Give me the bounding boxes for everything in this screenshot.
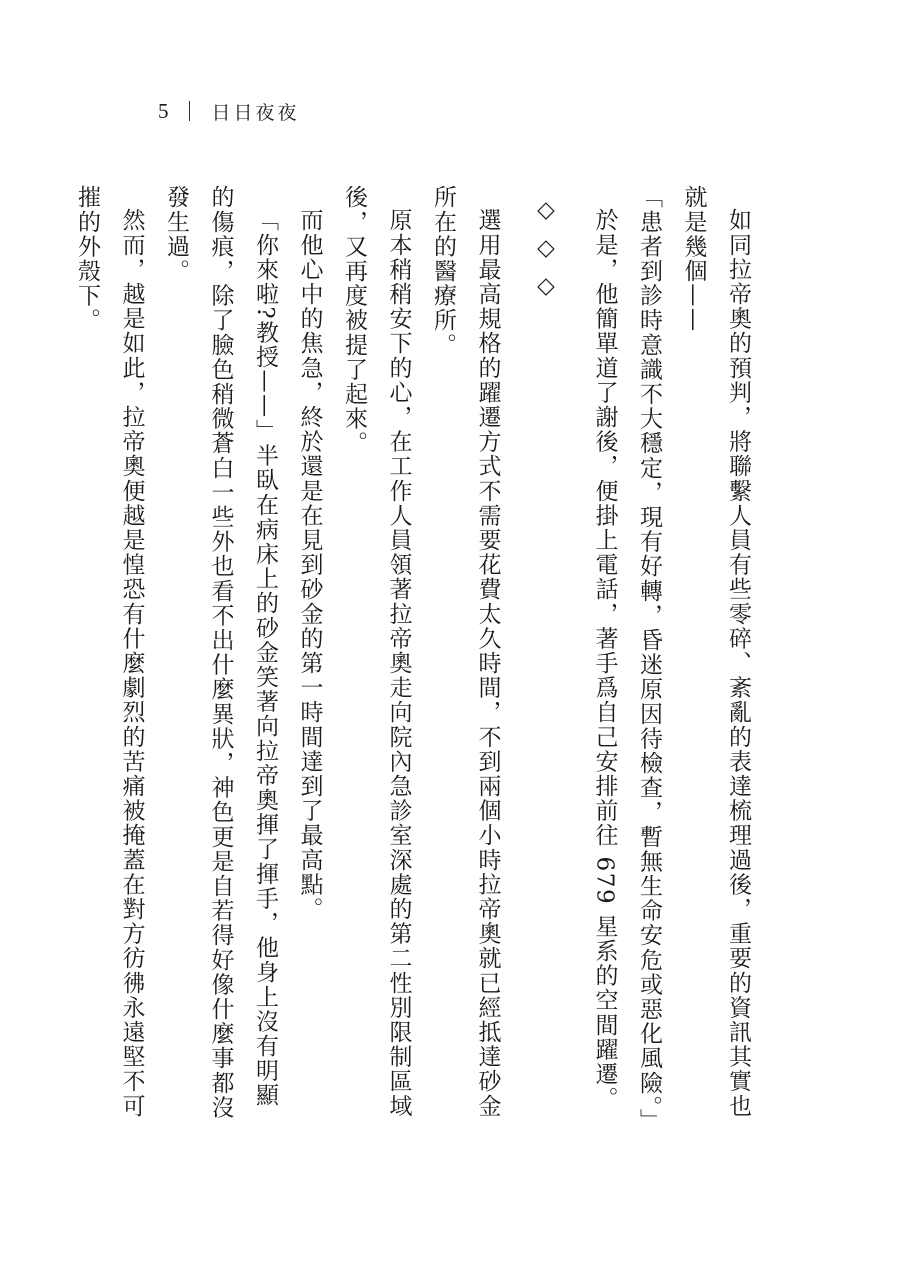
chapter-title: 日日夜夜 [211,101,300,124]
page-number: 5 [158,98,169,123]
paragraph-3: 於是，他簡單道了謝後，便掛上電話，著手爲自己安排前往 679 星系的空間躍遷。 [591,208,618,1111]
paragraph-5: 原本稍稍安下的心，在工作人員領著拉帝奧走向院內急診室深處的第二性別限制區域後，又再度被提了起來。 [341,185,412,1119]
paragraph-1: 如同拉帝奧的預判，將聯繫人員有些零碎、紊亂的表達梳理過後，重要的資訊其實也就是幾個—— [680,185,751,1119]
paragraph-8: 然而，越是如此，拉帝奧便越是惶恐有什麼劇烈的苦痛被掩蓋在對方彷彿永遠堅不可摧的外殼下。 [74,185,145,1119]
scene-break: ◇◇◇ [533,196,559,311]
paragraph-7-dialogue: 「你來啦?教授——」半臥在病床上的砂金笑著向拉帝奧揮了揮手，他身上沒有明顯的傷痕，除了臉色稍微蒼白一些外也看不出什麼異狀，神色更是自若得好像什麼事都沒發生過。 [163,185,278,1120]
paragraph-6: 而他心中的焦急，終於還是在見到砂金的第一時間達到了最高點。 [296,208,323,922]
paragraph-4: 選用最高規格的躍遷方式不需要花費太久時間，不到兩個小時拉帝奧就已經抵達砂金所在的醫療所。 [430,185,501,1119]
header-divider [189,101,190,121]
body-text [74,185,760,1133]
running-header [158,98,300,124]
paragraph-2-quote: 「患者到診時意識不大穩定，現有好轉，昏迷原因待檢查，暫無生命安危或惡化風險。」 [636,185,662,1133]
